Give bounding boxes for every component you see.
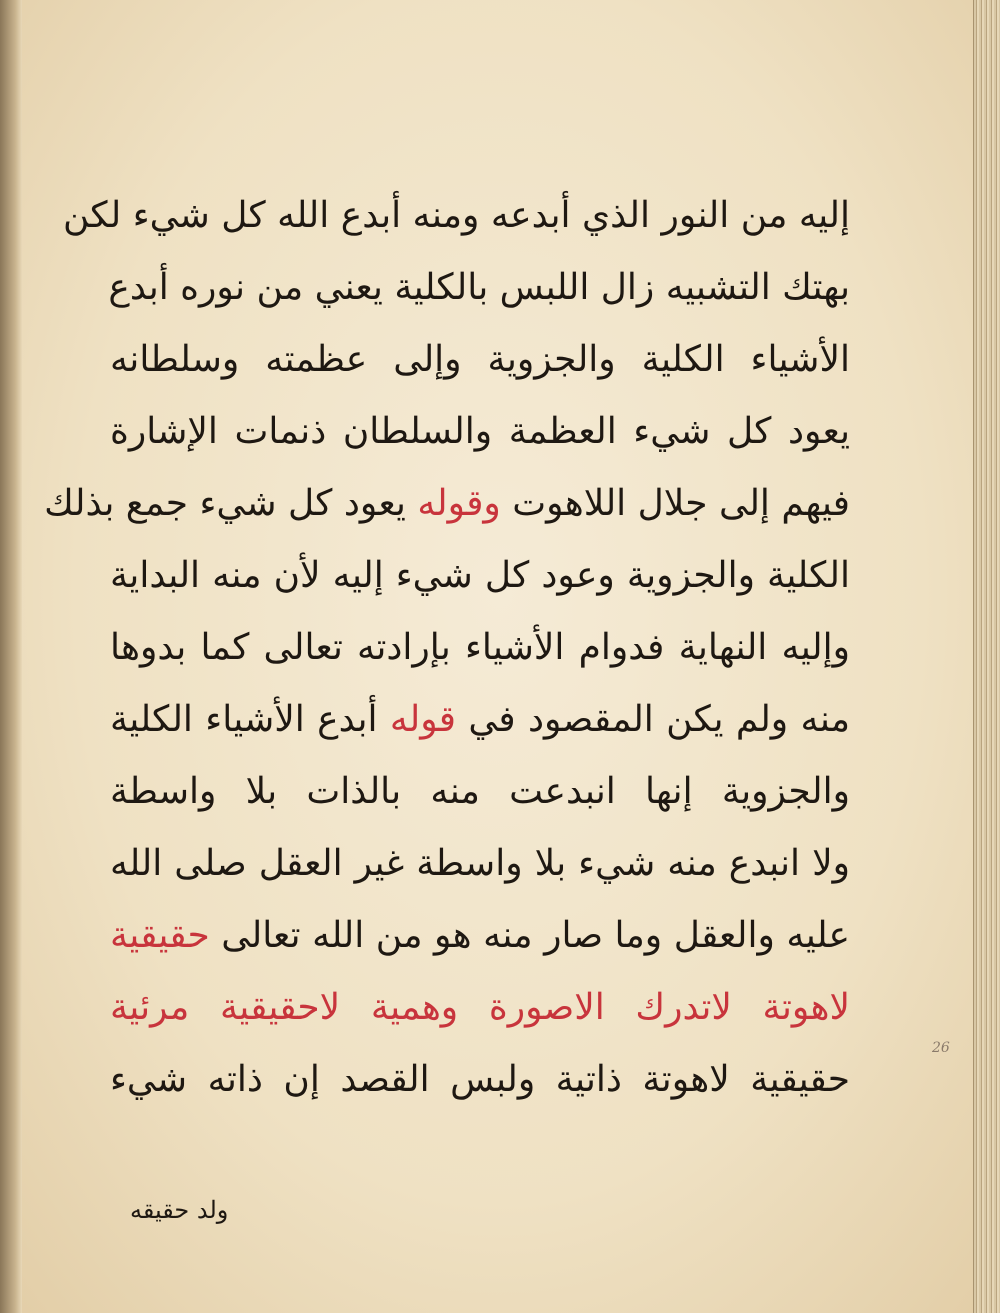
- line-segment: أبدع الأشياء الكلية: [110, 699, 390, 740]
- text-line: إليه من النور الذي أبدعه ومنه أبدع الله كل شيء لكن: [63, 195, 850, 236]
- catchword: ولد حقيقه: [130, 1196, 229, 1224]
- text-line: وإليه النهاية فدوام الأشياء بإرادته تعالى كما بدوها: [110, 627, 850, 668]
- rubric-word: وقوله: [417, 483, 501, 524]
- text-line: [44, 468, 850, 540]
- line-segment: منه ولم يكن المقصود في: [456, 699, 850, 740]
- text-line: الكلية والجزوية وعود كل شيء إليه لأن منه البداية: [110, 555, 850, 596]
- text-line: حقيقية لاهوتة ذاتية ولبس القصد إن ذاته شيء: [110, 1059, 850, 1100]
- text-line: [110, 900, 850, 972]
- folio-number: 26: [932, 1040, 950, 1056]
- manuscript-text-block: [44, 180, 850, 1116]
- text-line: الأشياء الكلية والجزوية وإلى عظمته وسلطانه: [110, 339, 850, 380]
- text-line: [110, 684, 850, 756]
- text-line: يعود كل شيء العظمة والسلطان ذنمات الإشارة: [110, 411, 850, 452]
- rubric-word: قوله: [389, 699, 456, 740]
- line-segment: عليه والعقل وما صار منه هو من الله تعالى: [209, 915, 850, 956]
- binding-gutter: [0, 0, 22, 1313]
- text-line: والجزوية إنها انبدعت منه بالذات بلا واسطة: [110, 771, 850, 812]
- rubric-line: لاهوتة لاتدرك الاصورة وهمية لاحقيقية مرئية: [110, 987, 850, 1028]
- page-fore-edge: [973, 0, 1000, 1313]
- line-segment: فيهم إلى جلال اللاهوت: [500, 483, 850, 524]
- text-line: ولا انبدع منه شيء بلا واسطة غير العقل صلى الله: [110, 843, 850, 884]
- rubric-word: حقيقية: [110, 915, 210, 956]
- line-segment: يعود كل شيء جمع بذلك: [44, 483, 418, 524]
- text-line: بهتك التشبيه زال اللبس بالكلية يعني من نوره أبدع: [108, 267, 850, 308]
